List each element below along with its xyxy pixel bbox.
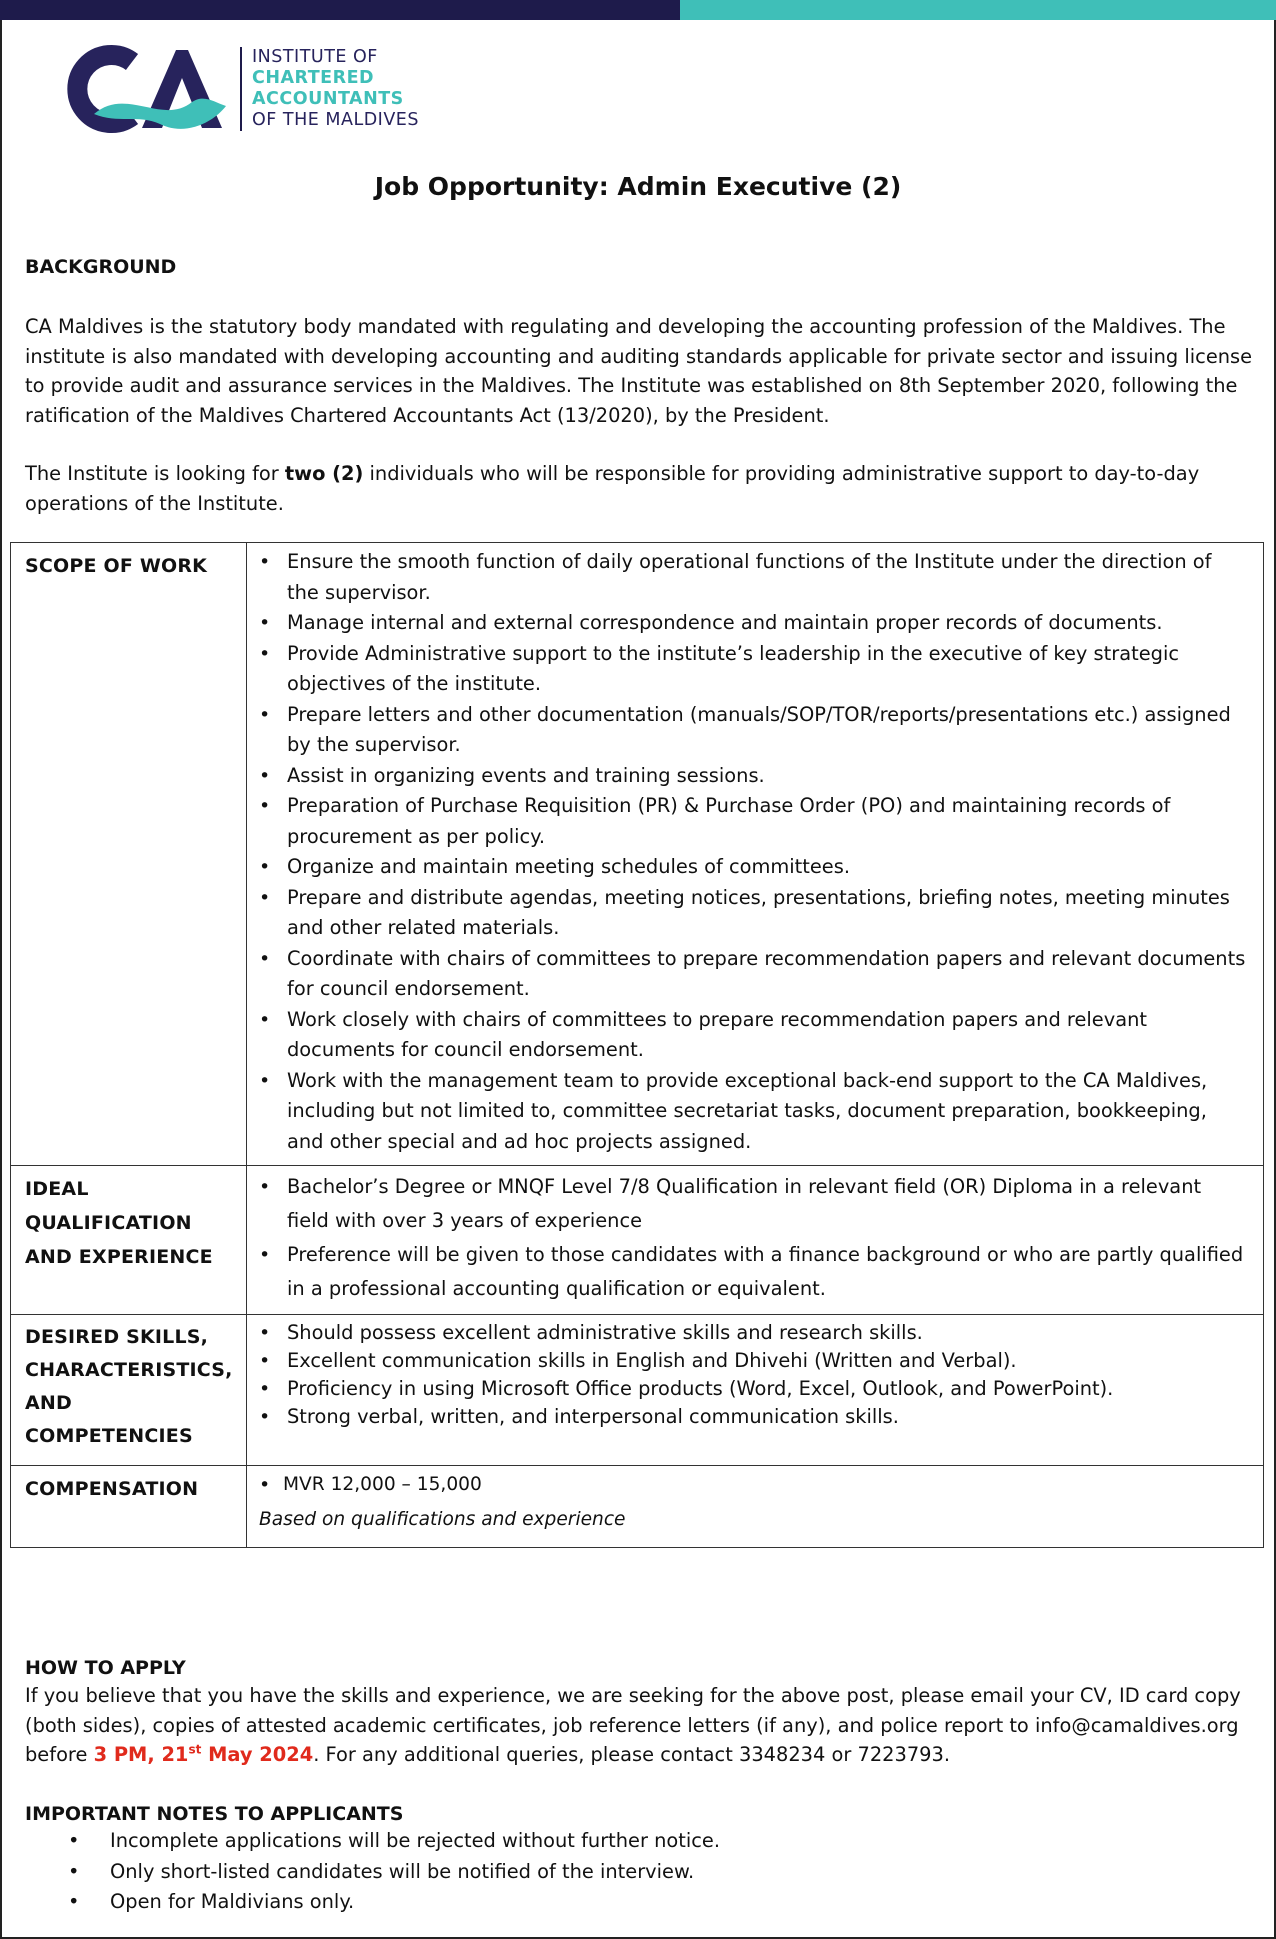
- scope-item: • Ensure the smooth function of daily operational functions of the Institute under the direction of the supervisor.: [257, 547, 1249, 608]
- scope-item: • Work with the management team to provide exceptional back-end support to the CA Maldives, including but not limited to, committee secretariat tasks, document preparation, bookkeeping, and other special and ad hoc projects assigned.: [257, 1066, 1249, 1158]
- background-paragraph-1: CA Maldives is the statutory body mandated with regulating and developing the accounting profession of the Maldives. The institute is also mandated with developing accounting and auditing standards applicable for private sector and issuing license to provide audit and assurance services in the Maldives. The Institute was established on 8th September 2020, following the ratification of the Maldives Chartered Accountants Act (13/2020), by the President.: [25, 315, 1253, 427]
- top-bar-navy: [0, 0, 680, 20]
- background-heading: BACKGROUND: [25, 256, 177, 278]
- skills-label-line: AND: [25, 1392, 72, 1414]
- compensation-row: [11, 1466, 1264, 1548]
- skills-item: • Proficiency in using Microsoft Office products (Word, Excel, Outlook, and PowerPoint).: [257, 1375, 1249, 1403]
- qualification-content: [247, 1166, 1264, 1315]
- note-item: • Open for Maldivians only.: [58, 1887, 720, 1918]
- background-paragraph-2: [25, 459, 1265, 518]
- para2-text-before: The Institute is looking for: [25, 462, 285, 485]
- logo-line-2: CHARTERED: [252, 68, 375, 88]
- apply-text-before: If you believe that you have the skills and experience, we are seeking for the above post, please email your CV, ID card copy (both sides), copies of attested academic certificates, job reference letters (if any), and police report to info@camaldives.org before: [25, 1684, 1241, 1766]
- compensation-range: • MVR 12,000 – 15,000: [257, 1470, 1249, 1501]
- how-to-apply-heading: HOW TO APPLY: [25, 1657, 186, 1679]
- skills-item: • Should possess excellent administrative skills and research skills.: [257, 1319, 1249, 1347]
- top-color-bar: [0, 0, 1276, 20]
- skills-label-line: DESIRED SKILLS,: [25, 1326, 209, 1348]
- scope-row: [11, 543, 1264, 1166]
- qualification-row: [11, 1166, 1264, 1315]
- deadline: [94, 1743, 314, 1766]
- para2-bold-count: two (2): [284, 462, 364, 485]
- skills-label-line: CHARACTERISTICS,: [25, 1359, 233, 1381]
- ca-maldives-logo: [64, 44, 464, 134]
- how-to-apply-text: [25, 1681, 1265, 1770]
- qualification-label-line: IDEAL: [25, 1178, 89, 1200]
- scope-list: [257, 547, 1249, 1157]
- compensation-content: [247, 1466, 1264, 1548]
- scope-item: • Preparation of Purchase Requisition (PR) & Purchase Order (PO) and maintaining records of procurement as per policy.: [257, 791, 1249, 852]
- qualification-list: [257, 1170, 1249, 1306]
- scope-item: • Prepare letters and other documentation (manuals/SOP/TOR/reports/presentations etc.) assigned by the supervisor.: [257, 700, 1249, 761]
- compensation-list: [257, 1470, 1249, 1501]
- note-item: • Incomplete applications will be rejected without further notice.: [58, 1826, 720, 1857]
- logo-line-1: INSTITUTE OF: [252, 47, 378, 67]
- compensation-label: COMPENSATION: [11, 1466, 247, 1548]
- qualification-label-line: QUALIFICATION: [25, 1212, 192, 1234]
- scope-content: [247, 543, 1264, 1166]
- scope-item: • Assist in organizing events and training sessions.: [257, 761, 1249, 792]
- notes-list: [58, 1826, 720, 1918]
- note-item: • Only short-listed candidates will be notified of the interview.: [58, 1857, 720, 1888]
- skills-content: [247, 1315, 1264, 1466]
- scope-item: • Provide Administrative support to the institute’s leadership in the executive of key strategic objectives of the institute.: [257, 639, 1249, 700]
- qualification-label: [11, 1166, 247, 1315]
- qualification-item: • Bachelor’s Degree or MNQF Level 7/8 Qualification in relevant field (OR) Diploma in a relevant field with over 3 years of experience: [257, 1170, 1249, 1238]
- logo-line-3: ACCOUNTANTS: [252, 89, 404, 109]
- skills-row: [11, 1315, 1264, 1466]
- skills-item: • Strong verbal, written, and interpersonal communication skills.: [257, 1403, 1249, 1431]
- compensation-note: Based on qualifications and experience: [259, 1508, 626, 1530]
- scope-item: • Coordinate with chairs of committees to prepare recommendation papers and relevant documents for council endorsement.: [257, 944, 1249, 1005]
- top-bar-teal: [680, 0, 1276, 20]
- ca-monogram-icon: [64, 44, 234, 134]
- deadline-ordinal: st: [188, 1742, 202, 1757]
- skills-label-line: COMPETENCIES: [25, 1425, 193, 1447]
- apply-text-after: . For any additional queries, please contact 3348234 or 7223793.: [313, 1743, 951, 1766]
- scope-item: • Prepare and distribute agendas, meeting notices, presentations, briefing notes, meeting minutes and other related materials.: [257, 883, 1249, 944]
- logo-wordmark: [252, 47, 419, 131]
- skills-label: [11, 1315, 247, 1466]
- notes-heading: IMPORTANT NOTES TO APPLICANTS: [25, 1803, 404, 1825]
- scope-item: • Work closely with chairs of committees to prepare recommendation papers and relevant documents for council endorsement.: [257, 1005, 1249, 1066]
- deadline-suffix: May 2024: [201, 1743, 314, 1766]
- scope-item: • Manage internal and external correspondence and maintain proper records of documents.: [257, 608, 1249, 639]
- deadline-prefix: 3 PM, 21: [93, 1743, 189, 1766]
- qualification-item: • Preference will be given to those candidates with a finance background or who are partly qualified in a professional accounting qualification or equivalent.: [257, 1238, 1249, 1306]
- para2-text-after: individuals who will be responsible for providing administrative support to day-to-day operations of the Institute.: [25, 462, 1200, 515]
- skills-list: [257, 1319, 1249, 1431]
- logo-divider: [240, 47, 242, 131]
- job-details-table: [10, 542, 1264, 1548]
- scope-label: SCOPE OF WORK: [11, 543, 247, 1166]
- qualification-label-line: AND EXPERIENCE: [25, 1246, 213, 1268]
- scope-item: • Organize and maintain meeting schedules of committees.: [257, 852, 1249, 883]
- page-title: Job Opportunity: Admin Executive (2): [374, 172, 902, 201]
- logo-line-4: OF THE MALDIVES: [252, 110, 419, 130]
- skills-item: • Excellent communication skills in English and Dhivehi (Written and Verbal).: [257, 1347, 1249, 1375]
